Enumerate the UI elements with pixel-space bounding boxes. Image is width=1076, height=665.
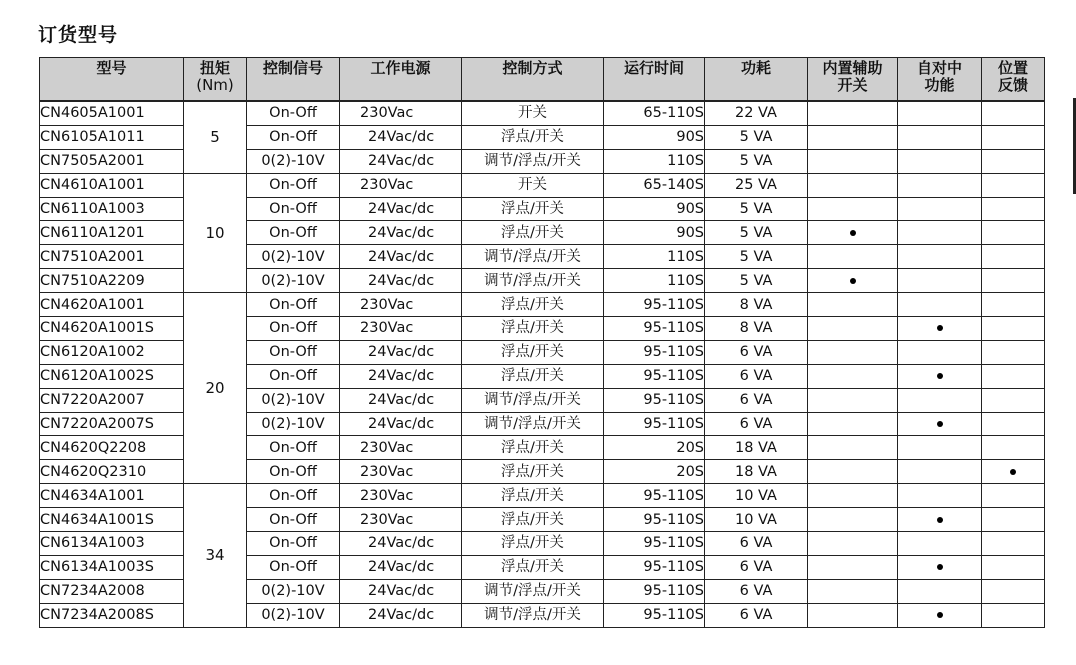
power-supply-value: 24Vac/dc (368, 224, 435, 241)
cell-aux-switch (808, 532, 898, 556)
cell-model: CN7234A2008S (40, 603, 184, 627)
cell-power-supply (340, 579, 462, 603)
cell-run-time: 95-110S (604, 340, 705, 364)
bullet-dot-icon (937, 325, 943, 331)
cell-run-time: 95-110S (604, 317, 705, 341)
bullet-dot-icon (1010, 469, 1016, 475)
cell-signal: 0(2)-10V (247, 149, 340, 173)
cell-position-feedback (982, 101, 1045, 125)
cell-self-center (898, 293, 982, 317)
cell-position-feedback (982, 532, 1045, 556)
power-supply-value: 230Vac (360, 439, 414, 456)
cell-control-mode: 浮点/开关 (462, 197, 604, 221)
cell-torque: 5 (184, 101, 247, 173)
cell-control-mode: 浮点/开关 (462, 532, 604, 556)
cell-power-supply (340, 245, 462, 269)
cell-self-center (898, 221, 982, 245)
power-supply-value: 24Vac/dc (368, 344, 435, 361)
cell-power: 5 VA (705, 269, 808, 293)
cell-position-feedback (982, 245, 1045, 269)
cell-run-time: 95-110S (604, 603, 705, 627)
bullet-dot-icon (937, 373, 943, 379)
cell-signal: On-Off (247, 340, 340, 364)
cell-control-mode: 调节/浮点/开关 (462, 269, 604, 293)
cell-control-mode: 调节/浮点/开关 (462, 579, 604, 603)
cell-model: CN7510A2001 (40, 245, 184, 269)
cell-signal: On-Off (247, 508, 340, 532)
cell-power: 5 VA (705, 221, 808, 245)
cell-model: CN6120A1002S (40, 364, 184, 388)
cell-model: CN4605A1001 (40, 101, 184, 125)
cell-signal: On-Off (247, 317, 340, 341)
cell-model: CN4634A1001S (40, 508, 184, 532)
cell-signal: 0(2)-10V (247, 269, 340, 293)
cell-self-center (898, 173, 982, 197)
header-run-time: 运行时间 (604, 58, 705, 102)
cell-control-mode: 浮点/开关 (462, 221, 604, 245)
cell-self-center (898, 460, 982, 484)
cell-control-mode: 开关 (462, 173, 604, 197)
cell-self-center (898, 197, 982, 221)
cell-signal: On-Off (247, 460, 340, 484)
cell-run-time: 95-110S (604, 508, 705, 532)
cell-run-time: 95-110S (604, 388, 705, 412)
cell-self-center (898, 508, 982, 532)
cell-power: 5 VA (705, 149, 808, 173)
cell-self-center (898, 149, 982, 173)
cell-run-time: 110S (604, 245, 705, 269)
cell-power: 10 VA (705, 508, 808, 532)
cell-self-center (898, 412, 982, 436)
bullet-dot-icon (937, 421, 943, 427)
cell-model: CN4610A1001 (40, 173, 184, 197)
cell-position-feedback (982, 412, 1045, 436)
cell-aux-switch (808, 340, 898, 364)
cell-aux-switch (808, 101, 898, 125)
cell-position-feedback (982, 460, 1045, 484)
cell-power: 6 VA (705, 603, 808, 627)
cell-aux-switch (808, 388, 898, 412)
cell-aux-switch (808, 221, 898, 245)
cell-signal: On-Off (247, 555, 340, 579)
cell-power-supply (340, 436, 462, 460)
cell-signal: On-Off (247, 101, 340, 125)
cell-power: 8 VA (705, 293, 808, 317)
header-model: 型号 (40, 58, 184, 102)
cell-model: CN7220A2007S (40, 412, 184, 436)
cell-power-supply (340, 101, 462, 125)
cell-aux-switch (808, 317, 898, 341)
header-self-center: 自对中 功能 (898, 58, 982, 102)
cell-power-supply (340, 508, 462, 532)
table-row (40, 101, 1045, 125)
cell-position-feedback (982, 484, 1045, 508)
header-aux-switch: 内置辅助 开关 (808, 58, 898, 102)
cell-power-supply (340, 364, 462, 388)
cell-power-supply (340, 532, 462, 556)
power-supply-value: 24Vac/dc (368, 607, 435, 624)
cell-torque: 10 (184, 173, 247, 292)
power-supply-value: 24Vac/dc (368, 559, 435, 576)
cell-power-supply (340, 149, 462, 173)
cell-self-center (898, 245, 982, 269)
cell-self-center (898, 532, 982, 556)
cell-model: CN6134A1003 (40, 532, 184, 556)
table-row (40, 173, 1045, 197)
cell-model: CN4634A1001 (40, 484, 184, 508)
cell-signal: 0(2)-10V (247, 245, 340, 269)
cell-aux-switch (808, 269, 898, 293)
cell-model: CN7220A2007 (40, 388, 184, 412)
cell-model: CN7510A2209 (40, 269, 184, 293)
cell-aux-switch (808, 555, 898, 579)
cell-run-time: 95-110S (604, 532, 705, 556)
cell-aux-switch (808, 412, 898, 436)
cell-control-mode: 浮点/开关 (462, 508, 604, 532)
cell-run-time: 110S (604, 269, 705, 293)
power-supply-value: 230Vac (360, 105, 414, 122)
power-supply-value: 24Vac/dc (368, 368, 435, 385)
cell-aux-switch (808, 579, 898, 603)
power-supply-value: 24Vac/dc (368, 129, 435, 146)
bullet-dot-icon (850, 230, 856, 236)
cell-self-center (898, 269, 982, 293)
cell-control-mode: 开关 (462, 101, 604, 125)
cell-self-center (898, 555, 982, 579)
bullet-dot-icon (937, 612, 943, 618)
cell-power: 5 VA (705, 125, 808, 149)
cell-power: 5 VA (705, 245, 808, 269)
power-supply-value: 24Vac/dc (368, 416, 435, 433)
cell-run-time: 110S (604, 149, 705, 173)
cell-aux-switch (808, 173, 898, 197)
cell-power: 6 VA (705, 532, 808, 556)
cell-position-feedback (982, 508, 1045, 532)
cell-signal: 0(2)-10V (247, 579, 340, 603)
cell-run-time: 90S (604, 125, 705, 149)
cell-power-supply (340, 388, 462, 412)
cell-model: CN4620Q2208 (40, 436, 184, 460)
cell-position-feedback (982, 317, 1045, 341)
cell-model: CN4620Q2310 (40, 460, 184, 484)
cell-run-time: 95-110S (604, 293, 705, 317)
header-torque: 扭矩 (Nm) (184, 58, 247, 102)
cell-position-feedback (982, 603, 1045, 627)
cell-aux-switch (808, 508, 898, 532)
cell-position-feedback (982, 149, 1045, 173)
cell-model: CN6120A1002 (40, 340, 184, 364)
cell-position-feedback (982, 197, 1045, 221)
power-supply-value: 230Vac (360, 463, 414, 480)
cell-model: CN6110A1201 (40, 221, 184, 245)
cell-position-feedback (982, 388, 1045, 412)
cell-run-time: 20S (604, 436, 705, 460)
cell-power: 6 VA (705, 364, 808, 388)
cell-signal: On-Off (247, 125, 340, 149)
cell-run-time: 65-140S (604, 173, 705, 197)
cell-power-supply (340, 555, 462, 579)
cell-position-feedback (982, 293, 1045, 317)
cell-control-mode: 浮点/开关 (462, 364, 604, 388)
bullet-dot-icon (937, 517, 943, 523)
cell-signal: On-Off (247, 293, 340, 317)
header-power-supply: 工作电源 (340, 58, 462, 102)
header-position-feedback: 位置 反馈 (982, 58, 1045, 102)
header-control-mode: 控制方式 (462, 58, 604, 102)
cell-power-supply (340, 173, 462, 197)
cell-signal: On-Off (247, 484, 340, 508)
cell-power: 5 VA (705, 197, 808, 221)
table-body (40, 101, 1045, 627)
table-row (40, 293, 1045, 317)
cell-run-time: 95-110S (604, 412, 705, 436)
cell-control-mode: 浮点/开关 (462, 484, 604, 508)
cell-model: CN6110A1003 (40, 197, 184, 221)
cell-position-feedback (982, 436, 1045, 460)
cell-model: CN4620A1001S (40, 317, 184, 341)
cell-model: CN4620A1001 (40, 293, 184, 317)
power-supply-value: 24Vac/dc (368, 201, 435, 217)
cell-power: 10 VA (705, 484, 808, 508)
cell-power-supply (340, 293, 462, 317)
cell-power-supply (340, 460, 462, 484)
power-supply-value: 230Vac (360, 177, 414, 194)
cell-torque: 20 (184, 293, 247, 484)
cell-self-center (898, 317, 982, 341)
cell-self-center (898, 388, 982, 412)
cell-self-center (898, 436, 982, 460)
cell-aux-switch (808, 125, 898, 149)
cell-power: 25 VA (705, 173, 808, 197)
cell-position-feedback (982, 579, 1045, 603)
cell-model: CN6105A1011 (40, 125, 184, 149)
cell-self-center (898, 125, 982, 149)
cell-power-supply (340, 221, 462, 245)
cell-control-mode: 调节/浮点/开关 (462, 412, 604, 436)
cell-power-supply (340, 340, 462, 364)
header-signal: 控制信号 (247, 58, 340, 102)
power-supply-value: 230Vac (360, 487, 414, 504)
cell-power-supply (340, 412, 462, 436)
cell-self-center (898, 340, 982, 364)
cell-power-supply (340, 197, 462, 221)
cell-position-feedback (982, 555, 1045, 579)
page-title: 订货型号 (38, 24, 119, 46)
order-model-table (39, 57, 1045, 628)
cell-run-time: 95-110S (604, 555, 705, 579)
cell-model: CN7505A2001 (40, 149, 184, 173)
cell-power: 18 VA (705, 436, 808, 460)
cell-run-time: 95-110S (604, 484, 705, 508)
power-supply-value: 230Vac (360, 296, 414, 313)
cell-control-mode: 调节/浮点/开关 (462, 388, 604, 412)
power-supply-value: 24Vac/dc (368, 248, 435, 265)
cell-control-mode: 浮点/开关 (462, 293, 604, 317)
cell-position-feedback (982, 125, 1045, 149)
cell-self-center (898, 484, 982, 508)
cell-power: 22 VA (705, 101, 808, 125)
power-supply-value: 24Vac/dc (368, 272, 435, 289)
cell-control-mode: 调节/浮点/开关 (462, 149, 604, 173)
cell-power: 6 VA (705, 579, 808, 603)
cell-run-time: 90S (604, 221, 705, 245)
cell-aux-switch (808, 293, 898, 317)
cell-position-feedback (982, 364, 1045, 388)
cell-model: CN6134A1003S (40, 555, 184, 579)
cell-signal: 0(2)-10V (247, 603, 340, 627)
cell-torque: 34 (184, 484, 247, 627)
cell-run-time: 20S (604, 460, 705, 484)
cell-signal: On-Off (247, 436, 340, 460)
header-power: 功耗 (705, 58, 808, 102)
cell-self-center (898, 364, 982, 388)
cell-power-supply (340, 269, 462, 293)
cell-signal: 0(2)-10V (247, 388, 340, 412)
cell-signal: On-Off (247, 173, 340, 197)
cell-self-center (898, 603, 982, 627)
cell-position-feedback (982, 173, 1045, 197)
cell-aux-switch (808, 197, 898, 221)
cell-self-center (898, 101, 982, 125)
cell-model: CN7234A2008 (40, 579, 184, 603)
cell-aux-switch (808, 436, 898, 460)
cell-run-time: 90S (604, 197, 705, 221)
bullet-dot-icon (850, 278, 856, 284)
cell-power: 6 VA (705, 388, 808, 412)
cell-control-mode: 浮点/开关 (462, 317, 604, 341)
cell-control-mode: 浮点/开关 (462, 555, 604, 579)
cell-signal: On-Off (247, 364, 340, 388)
power-supply-value: 230Vac (360, 320, 414, 337)
cell-aux-switch (808, 484, 898, 508)
cell-position-feedback (982, 221, 1045, 245)
power-supply-value: 24Vac/dc (368, 153, 435, 170)
cell-power-supply (340, 317, 462, 341)
cell-signal: On-Off (247, 532, 340, 556)
cell-position-feedback (982, 340, 1045, 364)
table-header-row (40, 58, 1045, 102)
cell-control-mode: 浮点/开关 (462, 340, 604, 364)
cell-signal: On-Off (247, 221, 340, 245)
table-row (40, 484, 1045, 508)
cell-power: 18 VA (705, 460, 808, 484)
cell-run-time: 65-110S (604, 101, 705, 125)
cell-run-time: 95-110S (604, 364, 705, 388)
cell-signal: 0(2)-10V (247, 412, 340, 436)
cell-control-mode: 调节/浮点/开关 (462, 245, 604, 269)
cell-power-supply (340, 484, 462, 508)
cell-control-mode: 调节/浮点/开关 (462, 603, 604, 627)
cell-power: 6 VA (705, 412, 808, 436)
cell-control-mode: 浮点/开关 (462, 460, 604, 484)
power-supply-value: 230Vac (360, 511, 414, 528)
cell-power: 6 VA (705, 555, 808, 579)
cell-power: 6 VA (705, 340, 808, 364)
cell-aux-switch (808, 603, 898, 627)
power-supply-value: 24Vac/dc (368, 583, 435, 600)
bullet-dot-icon (937, 564, 943, 570)
cell-power: 8 VA (705, 317, 808, 341)
cell-aux-switch (808, 364, 898, 388)
cell-control-mode: 浮点/开关 (462, 125, 604, 149)
cell-self-center (898, 579, 982, 603)
cell-power-supply (340, 125, 462, 149)
cell-position-feedback (982, 269, 1045, 293)
power-supply-value: 24Vac/dc (368, 392, 435, 409)
cell-aux-switch (808, 460, 898, 484)
cell-control-mode: 浮点/开关 (462, 436, 604, 460)
cell-aux-switch (808, 245, 898, 269)
cell-aux-switch (808, 149, 898, 173)
cell-signal: On-Off (247, 197, 340, 221)
cell-run-time: 95-110S (604, 579, 705, 603)
cell-power-supply (340, 603, 462, 627)
power-supply-value: 24Vac/dc (368, 535, 435, 552)
